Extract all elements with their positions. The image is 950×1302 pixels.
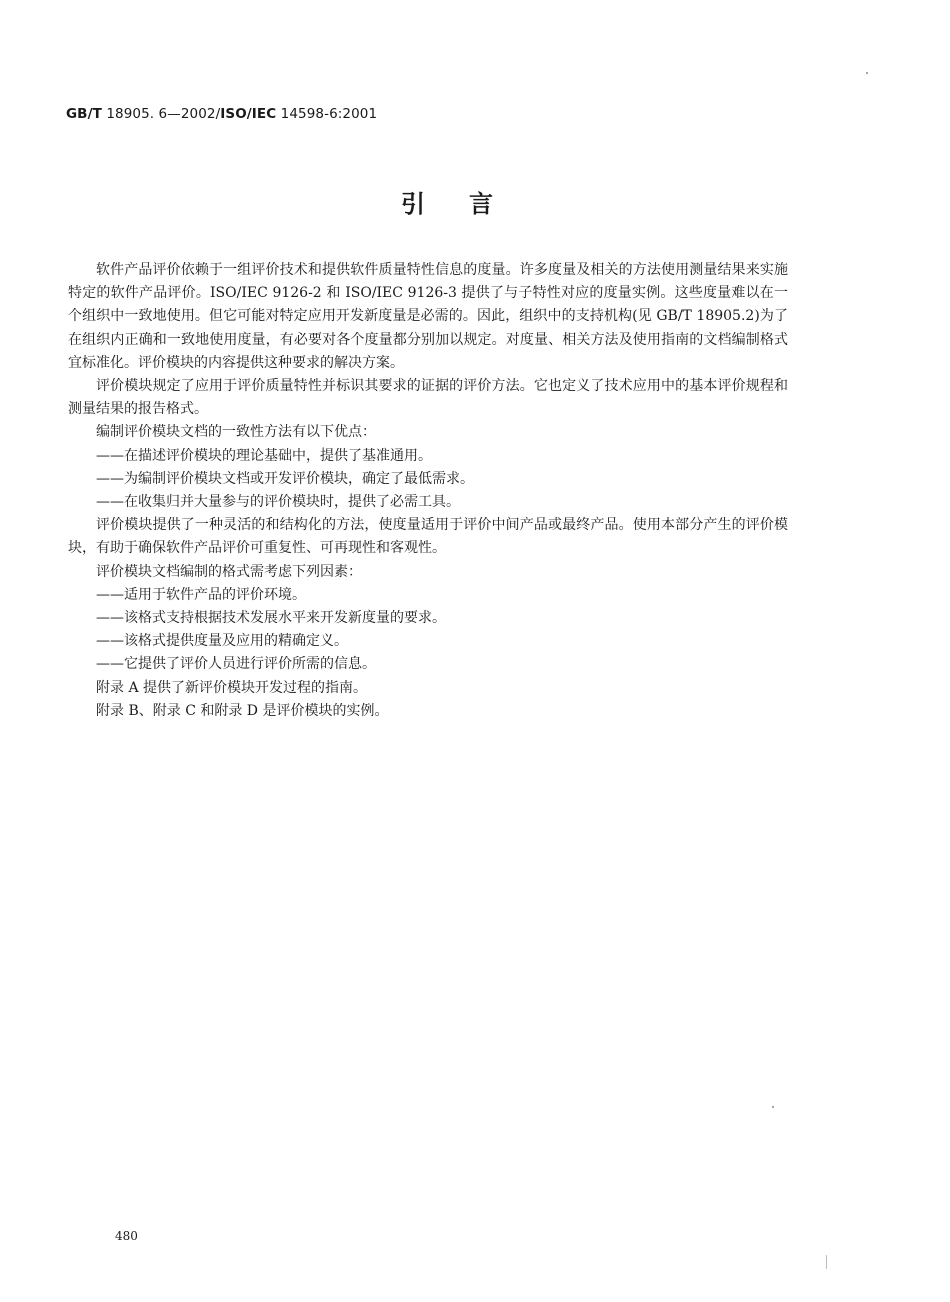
scan-speck xyxy=(772,1106,774,1108)
paragraph-7: 附录 B、附录 C 和附录 D 是评价模块的实例。 xyxy=(96,702,389,719)
page-number: 480 xyxy=(115,1229,138,1243)
page-title: 引言 xyxy=(401,190,537,218)
gb-prefix: GB/T xyxy=(66,106,102,122)
list-item-3: ——在收集归并大量参与的评价模块时，提供了必需工具。 xyxy=(96,494,460,511)
scan-speck xyxy=(866,72,868,74)
paragraph-6: 附录 A 提供了新评价模块开发过程的指南。 xyxy=(96,679,368,696)
gb-number: 18905. 6—2002/ xyxy=(101,106,221,122)
paragraph-5: 评价模块文档编制的格式需考虑下列因素： xyxy=(96,563,362,580)
list-item-4: ——适用于软件产品的评价环境。 xyxy=(96,586,306,603)
list-item-5: ——该格式支持根据技术发展水平来开发新度量的要求。 xyxy=(96,610,446,627)
list-item-7: ——它提供了评价人员进行评价所需的信息。 xyxy=(96,656,376,673)
list-item-2: ——为编制评价模块文档或开发评价模块，确定了最低需求。 xyxy=(96,470,474,487)
list-item-6: ——该格式提供度量及应用的精确定义。 xyxy=(96,633,348,650)
paragraph-1: 软件产品评价依赖于一组评价技术和提供软件质量特性信息的度量。许多度量及相关的方法使用测量结果来实施特定的软件产品评价。ISO/IEC 9126-2 和 ISO/IEC 9126-3 提供了与子特性对应的度量实例。这些度量难以在一个组织中一致地使用。但它可能对特定应用开发新度量是必需的。因此，组织中的支持机构(见 GB/T 18905.2)为了在组织内正确和一致地使用度量，有必要对各个度量都分别加以规定。对度量、相关方法及使用指南的文档编制格式宜标准化。评价模块的内容提供这种要求的解决方案。 xyxy=(68,262,788,371)
paragraph-3: 编制评价模块文档的一致性方法有以下优点： xyxy=(96,424,376,441)
iso-number: 14598-6:2001 xyxy=(276,106,378,122)
list-item-1: ——在描述评价模块的理论基础中，提供了基准通用。 xyxy=(96,447,432,464)
paragraph-4: 评价模块提供了一种灵活的和结构化的方法，使度量适用于评价中间产品或最终产品。使用本部分产生的评价模块，有助于确保软件产品评价可重复性、可再现性和客观性。 xyxy=(68,517,788,557)
iso-prefix: ISO/IEC xyxy=(220,106,277,122)
body-text xyxy=(68,259,788,723)
standard-header xyxy=(66,106,377,122)
scan-speck xyxy=(826,1255,827,1269)
paragraph-2: 评价模块规定了应用于评价质量特性并标识其要求的证据的评价方法。它也定义了技术应用中的基本评价规程和测量结果的报告格式。 xyxy=(68,378,788,418)
